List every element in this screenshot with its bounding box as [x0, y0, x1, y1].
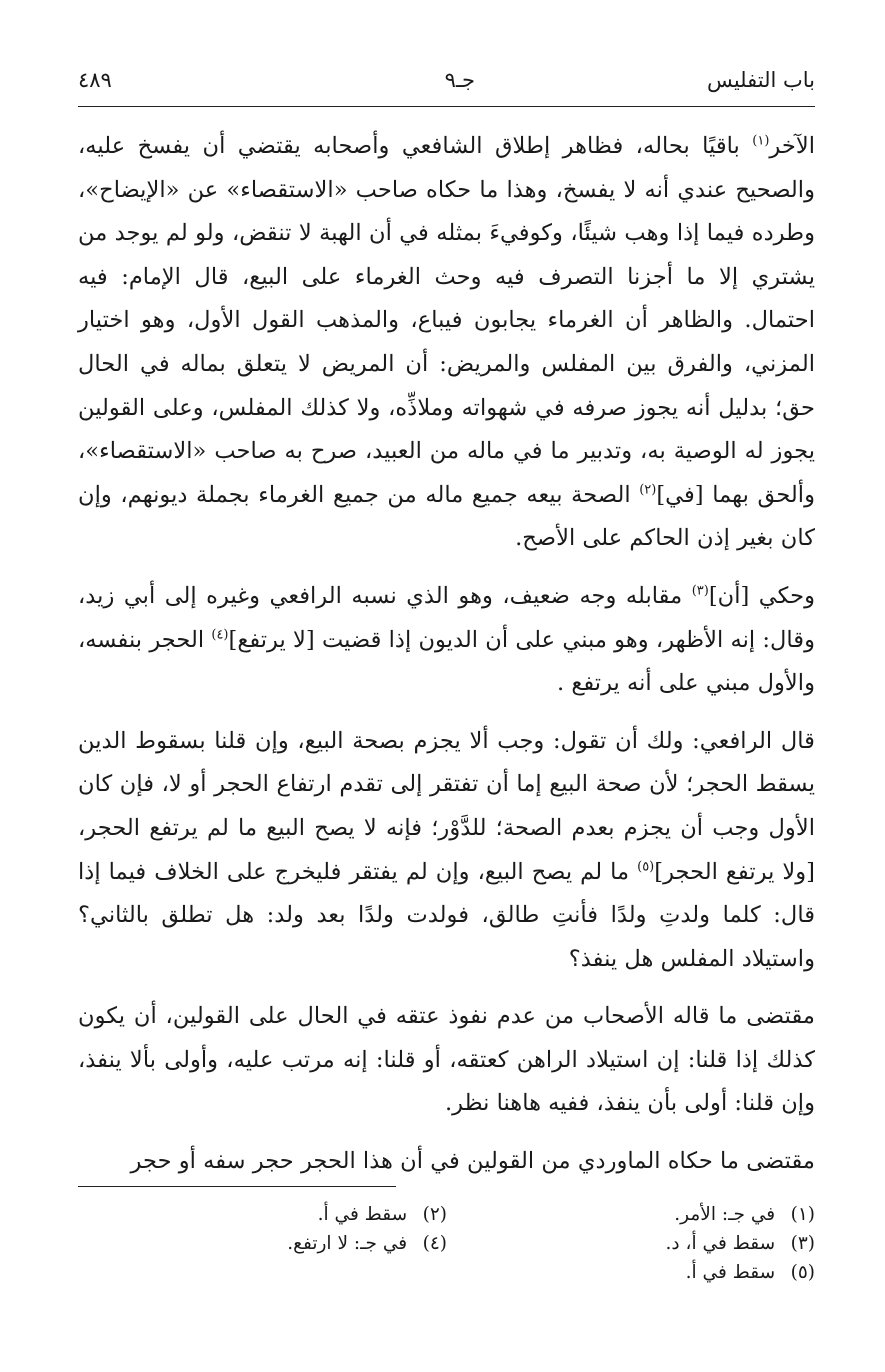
footnote-text: في جـ: الأمر.: [674, 1204, 776, 1225]
footnote-item: [447, 1200, 815, 1229]
footnote-text: سقط في أ.: [317, 1204, 408, 1225]
paragraph-1: [78, 125, 815, 561]
book-page: [78, 62, 815, 1362]
footnote-row: [78, 1229, 815, 1258]
paragraph-5: مقتضى ما حكاه الماوردي من القولين في أن هذا الحجر حجر سفه أو حجر: [130, 1148, 815, 1175]
text-run: ما لم يصح البيع، وإن لم يفتقر فليخرج على الخلاف فيما إذا قال: كلما ولدتِ ولدًا فأنتِ طالق، فولدت ولدًا بعد ولد: هل تطلق بالثاني؟ واستيلاد المفلس هل ينفذ؟: [78, 858, 815, 972]
paragraph-4: مقتضى ما قاله الأصحاب من عدم نفوذ عتقه في الحال على القولين، أن يكون كذلك إذا قلنا: إن استيلاد الراهن كعتقه، أو قلنا: إنه مرتب عليه، وأولى بألا ينفذ، وإن قلنا: أولى بأن ينفذ، ففيه هاهنا نظر.: [78, 1003, 815, 1117]
footnote-number: (٤): [422, 1233, 447, 1254]
footnote-ref: (٢): [639, 482, 657, 498]
footnote-item: [447, 1229, 815, 1258]
footnote-number: (١): [790, 1204, 815, 1225]
paragraph-3: [78, 720, 815, 982]
footnote-number: (٣): [790, 1233, 815, 1254]
page-number: ٤٨٩: [78, 68, 112, 92]
footnote-item: [79, 1200, 447, 1229]
footnote-ref: (١): [752, 133, 770, 149]
text-run: الصحة بيعه جميع ماله من جميع الغرماء بجملة ديونهم، وإن كان بغير إذن الحاكم على الأصح.: [78, 481, 815, 552]
page-header: [78, 62, 815, 107]
footnote-divider: [78, 1186, 396, 1187]
footnote-text: سقط في أ، د.: [665, 1233, 776, 1254]
footnote-text: سقط في أ.: [685, 1262, 776, 1283]
text-run: وحكي [أن]: [708, 582, 815, 609]
footnote-number: (٢): [422, 1204, 447, 1225]
footnote-ref: (٣): [691, 583, 709, 599]
main-text: [78, 125, 815, 1184]
footnote-ref: (٥): [637, 858, 655, 874]
footnote-item: [79, 1229, 447, 1258]
text-run: قال الرافعي: ولك أن تقول: وجب ألا يجزم بصحة البيع، وإن قلنا بسقوط الدين يسقط الحجر؛ لأن صحة البيع إما أن تفتقر إلى تقدم ارتفاع الحجر أو لا، فإن كان الأول وجب أن يجزم بعدم الصحة؛ للدَّوْر؛ فإنه لا يصح البيع ما لم يرتفع الحجر، [ولا يرتفع الحجر]: [78, 727, 815, 885]
paragraph-2: [78, 575, 815, 706]
chapter-title: باب التفليس: [707, 68, 815, 92]
text-run: الحجر بنفسه، والأول مبني على أنه يرتفع .: [78, 626, 815, 697]
footnote-item: [447, 1258, 815, 1287]
text-run: الآخر: [769, 133, 815, 159]
footnote-number: (٥): [790, 1262, 815, 1283]
footnotes: [78, 1200, 815, 1287]
text-run: مقابله وجه ضعيف، وهو الذي نسبه الرافعي وغيره إلى أبي زيد، وقال: إنه الأظهر، وهو مبني على أن الديون إذا قضيت [لا يرتفع]: [78, 582, 815, 653]
volume-label: جـ٩: [444, 68, 475, 92]
footnote-text: في جـ: لا ارتفع.: [287, 1233, 408, 1254]
footnote-ref: (٤): [211, 627, 229, 642]
text-run: باقيًا بحاله، فظاهر إطلاق الشافعي وأصحابه يقتضي أن يفسخ عليه، والصحيح عندي أنه لا يفسخ، وهذا ما حكاه صاحب «الاستقصاء» عن «الإيضاح»، وطرده فيما إذا وهب شيئًا، وكوفيءَ بمثله في أن الهبة لا تنقض، ولو لم يوجد من يشتري إلا ما أجزنا التصرف فيه وحث الغرماء على البيع، قال الإمام: فيه احتمال. والظاهر أن الغرماء يجابون فيباع، والمذهب القول الأول، وهو اختيار المزني، والفرق بين المفلس والمريض: أن المريض لا يتعلق بماله في الحال حق؛ بدليل أنه يجوز صرفه في شهواته وملاذِّه، ولا كذلك المفلس، وعلى القولين يجوز له الوصية به، وتدبير ما في ماله من العبيد، صرح به صاحب «الاستقصاء»، وألحق بهما [في]: [78, 133, 815, 508]
footnote-row: [78, 1258, 815, 1287]
footnote-row: [78, 1200, 815, 1229]
